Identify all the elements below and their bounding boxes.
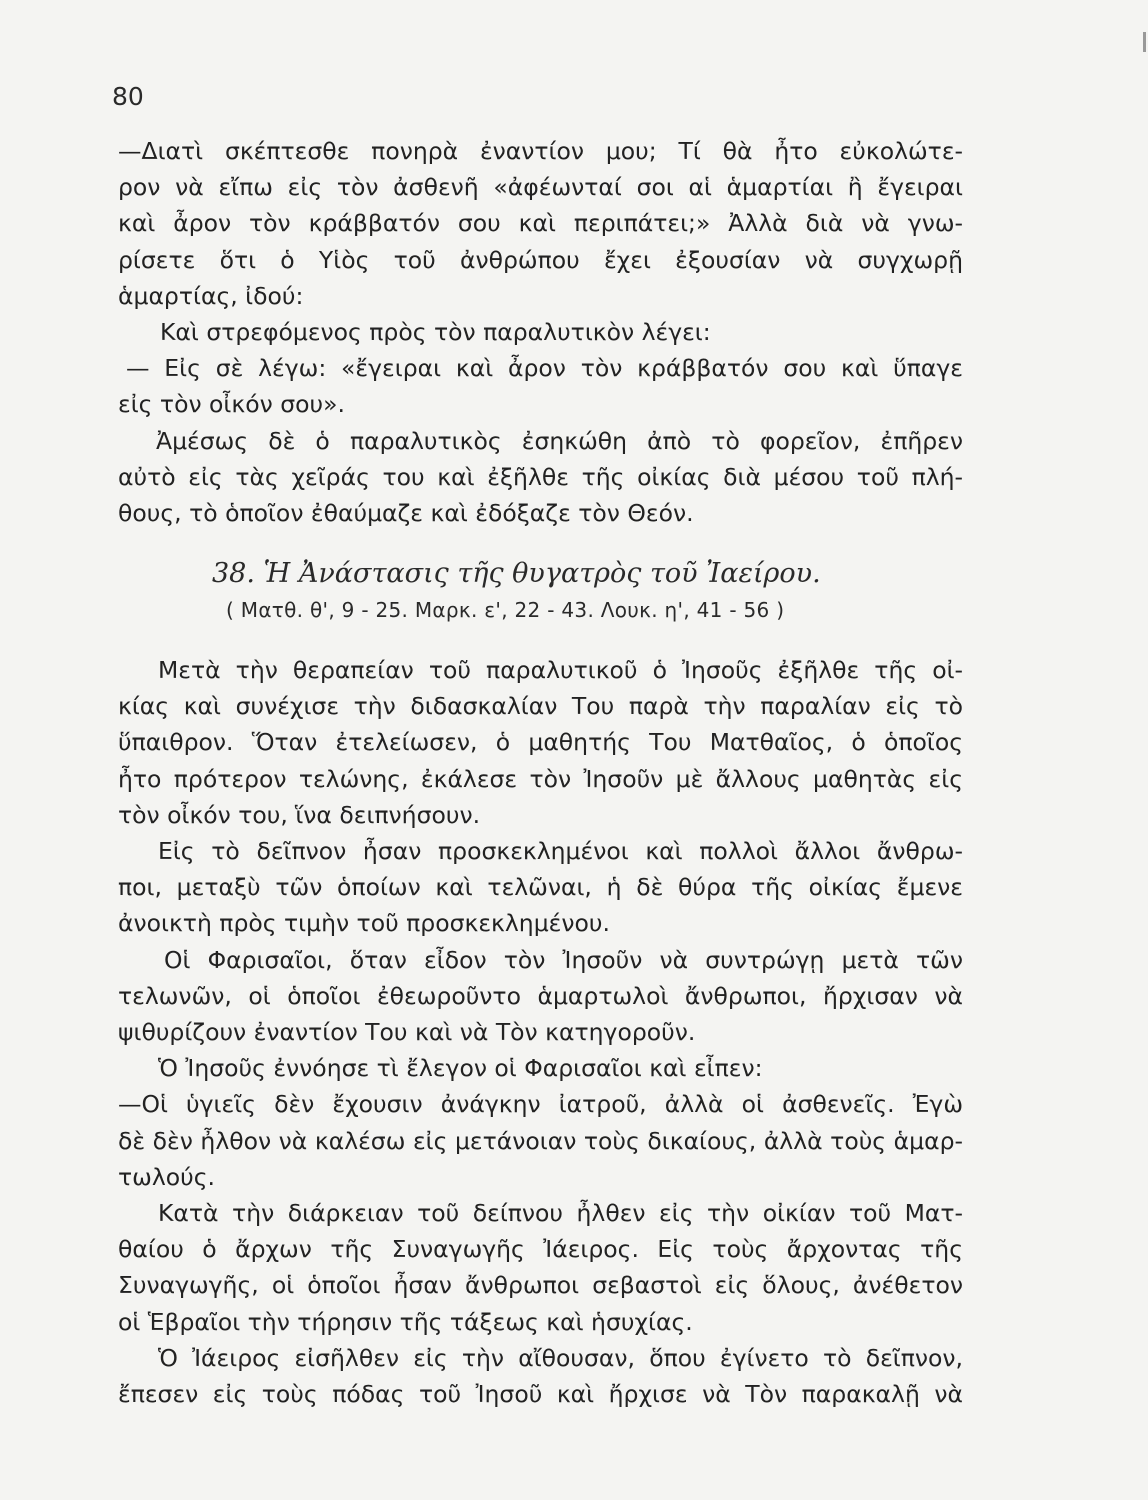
section-heading: 38. Ἡ Ἀνάστασις τῆς θυγατρὸς τοῦ Ἰαείρου. <box>212 558 821 589</box>
text-line: Κατὰ τὴν διάρκειαν τοῦ δείπνου ἦλθεν εἰς τὴν οἰκίαν τοῦ Ματ- <box>158 1199 963 1228</box>
text-block-one <box>118 133 963 531</box>
page-number: 80 <box>112 82 144 111</box>
text-line: Συναγωγῆς, οἱ ὁποῖοι ἦσαν ἄνθρωποι σεβαστοὶ εἰς ὅλους, ἀνέθετον <box>118 1271 963 1300</box>
text-line: ποι, μεταξὺ τῶν ὁποίων καὶ τελῶναι, ἡ δὲ θύρα τῆς οἰκίας ἔμενε <box>118 873 963 902</box>
text-line: Μετὰ τὴν θεραπείαν τοῦ παραλυτικοῦ ὁ Ἰησοῦς ἐξῆλθε τῆς οἰ- <box>158 656 963 684</box>
text-line: κίας καὶ συνέχισε τὴν διδασκαλίαν Του παρὰ τὴν παραλίαν εἰς τὸ <box>118 692 963 721</box>
text-line: τελωνῶν, οἱ ὁποῖοι ἐθεωροῦντο ἁμαρτωλοὶ ἄνθρωποι, ἤρχισαν νὰ <box>118 981 963 1010</box>
text-line: θους, τὸ ὁποῖον ἐθαύμαζε καὶ ἐδόξαζε τὸν Θεόν. <box>118 499 694 528</box>
text-line: καὶ ἆρον τὸν κράββατόν σου καὶ περιπάτει;» Ἀλλὰ διὰ νὰ γνω- <box>118 209 963 238</box>
margin-mark <box>1143 32 1146 52</box>
text-line: Ἀμέσως δὲ ὁ παραλυτικὸς ἐσηκώθη ἀπὸ τὸ φορεῖον, ἐπῆρεν <box>156 426 963 455</box>
text-line: ἦτο πρότερον τελώνης, ἐκάλεσε τὸν Ἰησοῦν μὲ ἄλλους μαθητὰς εἰς <box>118 764 963 793</box>
text-line: τωλούς. <box>118 1162 215 1191</box>
text-line: ρον νὰ εἴπω εἰς τὸν ἀσθενῆ «ἀφέωνταί σοι αἱ ἁμαρτίαι ἢ ἔγειραι <box>118 173 963 202</box>
text-line: — Εἰς σὲ λέγω: «ἔγειραι καὶ ἆρον τὸν κράββατόν σου καὶ ὕπαγε <box>126 354 963 383</box>
text-line: ἁμαρτίας, ἰδού: <box>118 281 304 310</box>
text-line: αὐτὸ εἰς τὰς χεῖράς του καὶ ἐξῆλθε τῆς οἰκίας διὰ μέσου τοῦ πλή- <box>118 462 963 491</box>
text-line: —Οἱ ὑγιεῖς δὲν ἔχουσιν ἀνάγκην ἰατροῦ, ἀλλὰ οἱ ἀσθενεῖς. Ἐγὼ <box>118 1090 963 1119</box>
text-line: ἀνοικτὴ πρὸς τιμὴν τοῦ προσκεκλημένου. <box>118 909 610 938</box>
text-line: θαίου ὁ ἄρχων τῆς Συναγωγῆς Ἰάειρος. Εἰς τοὺς ἄρχοντας τῆς <box>118 1235 963 1264</box>
text-line: Ὁ Ἰάειρος εἰσῆλθεν εἰς τὴν αἴθουσαν, ὅπου ἐγίνετο τὸ δεῖπνον, <box>158 1343 963 1372</box>
text-line: εἰς τὸν οἶκόν σου». <box>118 390 345 419</box>
text-line: ρίσετε ὅτι ὁ Υἱὸς τοῦ ἀνθρώπου ἔχει ἐξουσίαν νὰ συγχωρῇ <box>118 245 963 274</box>
text-block-two <box>118 652 963 1412</box>
text-line: Εἰς τὸ δεῖπνον ἦσαν προσκεκλημένοι καὶ πολλοὶ ἄλλοι ἄνθρω- <box>158 837 963 866</box>
text-line: Οἱ Φαρισαῖοι, ὅταν εἶδον τὸν Ἰησοῦν νὰ συντρώγῃ μετὰ τῶν <box>164 945 963 974</box>
text-line: ψιθυρίζουν ἐναντίον Του καὶ νὰ Τὸν κατηγοροῦν. <box>118 1018 696 1047</box>
scripture-references: ( Ματθ. θ', 9 - 25. Μαρκ. ε', 22 - 43. Λουκ. η', 41 - 56 ) <box>226 598 785 622</box>
text-line: ἔπεσεν εἰς τοὺς πόδας τοῦ Ἰησοῦ καὶ ἤρχισε νὰ Τὸν παρακαλῇ νὰ <box>118 1380 963 1409</box>
text-line: —Διατὶ σκέπτεσθε πονηρὰ ἐναντίον μου; Τί θὰ ἦτο εὐκολώτε- <box>118 137 963 165</box>
text-line: Καὶ στρεφόμενος πρὸς τὸν παραλυτικὸν λέγει: <box>160 318 711 347</box>
text-line: οἱ Ἑβραῖοι τὴν τήρησιν τῆς τάξεως καὶ ἡσυχίας. <box>118 1307 693 1336</box>
text-line: δὲ δὲν ἦλθον νὰ καλέσω εἰς μετάνοιαν τοὺς δικαίους, ἀλλὰ τοὺς ἁμαρ- <box>118 1126 963 1155</box>
text-line: ὕπαιθρον. Ὅταν ἐτελείωσεν, ὁ μαθητής Του Ματθαῖος, ὁ ὁποῖος <box>118 728 963 757</box>
text-line: τὸν οἶκόν του, ἵνα δειπνήσουν. <box>118 800 481 829</box>
text-line: Ὁ Ἰησοῦς ἐννόησε τὶ ἔλεγον οἱ Φαρισαῖοι καὶ εἶπεν: <box>158 1054 763 1083</box>
